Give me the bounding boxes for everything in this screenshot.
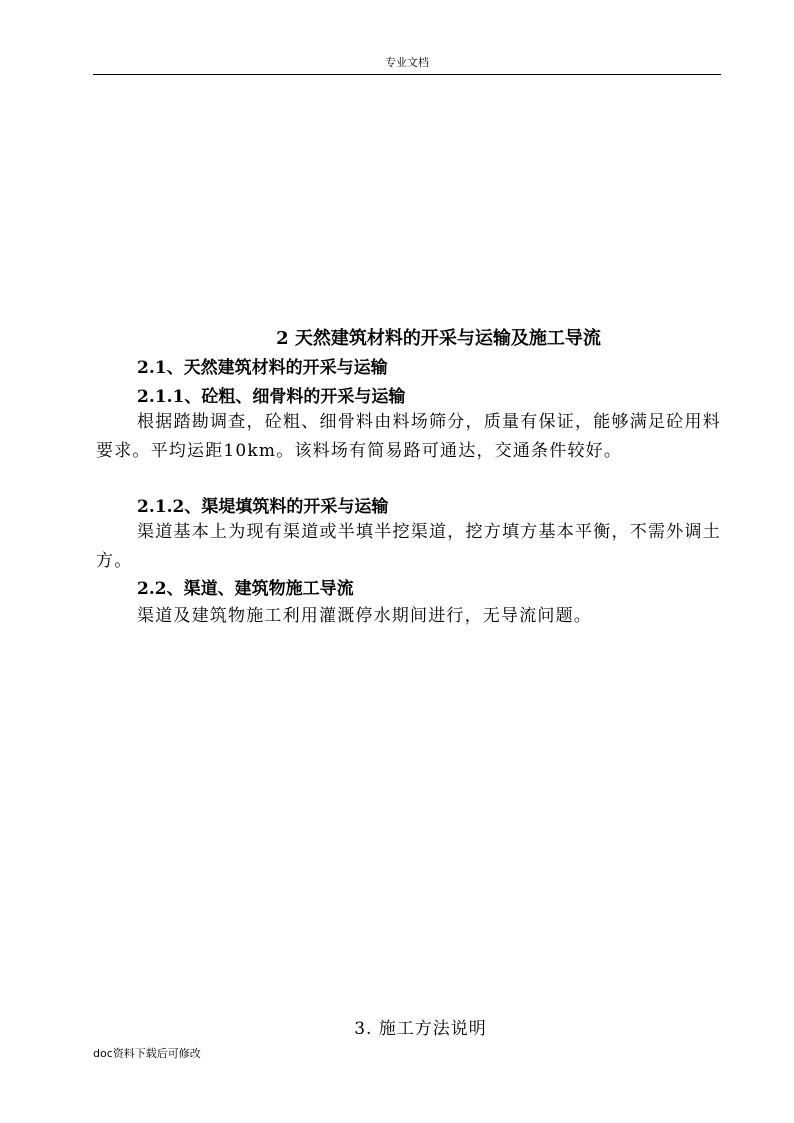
paragraph-2-1-2: 渠道基本上为现有渠道或半填半挖渠道，挖方填方基本平衡，不需外调土方。 (96, 522, 721, 571)
paragraph-2-2: 渠道及建筑物施工利用灌溉停水期间进行，无导流问题。 (137, 606, 592, 626)
chapter-title: 2 天然建筑材料的开采与运输及施工导流 (276, 328, 601, 349)
section-heading-2-1: 2.1、天然建筑材料的开采与运输 (137, 358, 388, 378)
section-heading-2-1-1: 2.1.1、砼粗、细骨料的开采与运输 (137, 387, 406, 407)
page-header (93, 56, 721, 75)
section-title-3: 3. 施工方法说明 (354, 1019, 487, 1039)
paragraph-2-1-1: 根据踏勘调查，砼粗、细骨料由料场筛分，质量有保证，能够满足砼用料要求。平均运距10km。该料场有简易路可通达，交通条件较好。 (96, 412, 721, 461)
header-text: 专业文档 (385, 56, 429, 69)
section-heading-2-2: 2.2、渠道、建筑物施工导流 (137, 579, 354, 599)
section-heading-2-1-2: 2.1.2、渠堤填筑料的开采与运输 (137, 497, 389, 517)
page-footer: doc资料下载后可修改 (93, 1047, 201, 1060)
